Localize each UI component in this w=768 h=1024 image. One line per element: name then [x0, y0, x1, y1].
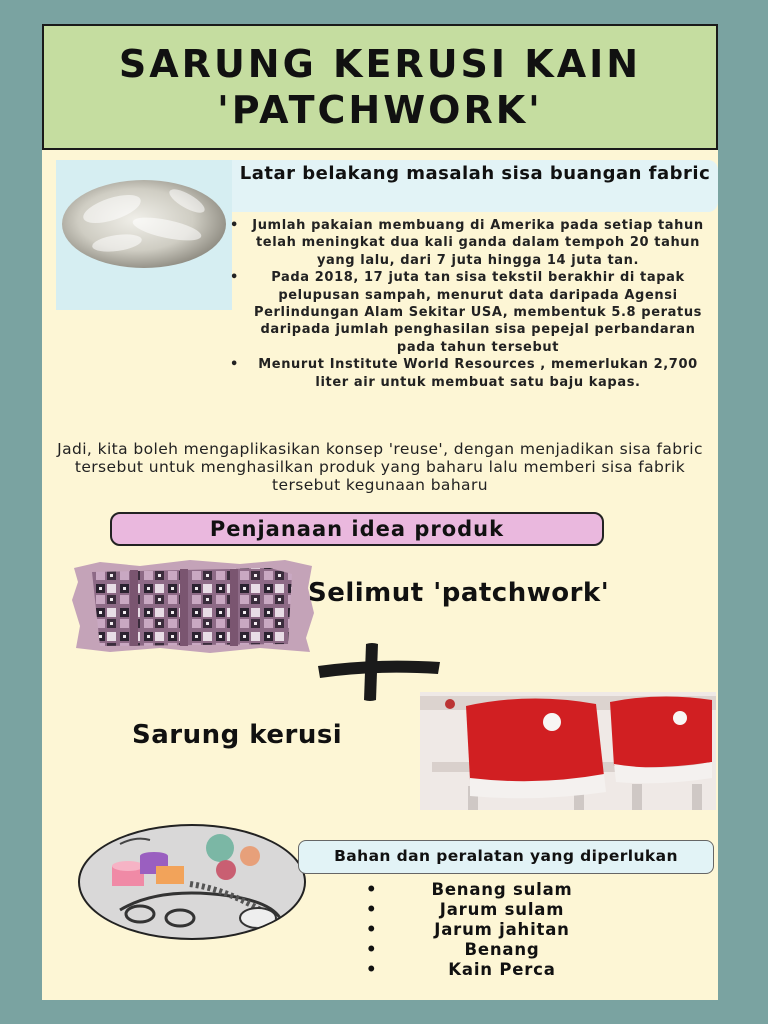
material-item: • Jarum sulam	[352, 900, 622, 920]
idea-heading: Penjanaan idea produk	[110, 512, 604, 546]
background-bullet-list	[222, 217, 712, 391]
background-bullet: • Pada 2018, 17 juta tan sisa tekstil berakhir di tapak pelupusan sampah, menurut data daripada Agensi Perlindungan Alam Sekitar USA, membentuk 5.8 peratus daripada jumlah penghasilan sisa pepejal perbandaran pada tahun tersebut	[222, 269, 712, 356]
patchwork-blanket-image	[70, 558, 316, 654]
title-line-2: 'PATCHWORK'	[217, 88, 543, 132]
materials-heading: Bahan dan peralatan yang diperlukan	[298, 840, 714, 874]
chair-cover-image	[420, 692, 716, 810]
fabric-waste-image	[56, 160, 232, 310]
sewing-materials-image	[78, 824, 306, 940]
background-bullet: • Jumlah pakaian membuang di Amerika pada setiap tahun telah meningkat dua kali ganda dalam tempoh 20 tahun yang lalu, dari 7 juta hingga 14 juta tan.	[222, 217, 712, 269]
title-banner	[42, 24, 718, 150]
product-chair-cover-label: Sarung kerusi	[132, 720, 343, 750]
fabric-pile-photo	[62, 180, 226, 268]
materials-list	[352, 880, 622, 980]
background-bullet: • Menurut Institute World Resources , memerlukan 2,700 liter air untuk membuat satu baju kapas.	[222, 356, 712, 391]
material-item: • Benang	[352, 940, 622, 960]
conclusion-text: Jadi, kita boleh mengaplikasikan konsep 'reuse', dengan menjadikan sisa fabric tersebut untuk menghasilkan produk yang baharu lalu memberi sisa fabrik tersebut kegunaan baharu	[57, 440, 703, 494]
poster	[42, 24, 718, 1000]
product-blanket-label: Selimut 'patchwork'	[308, 578, 610, 608]
material-item: • Jarum jahitan	[352, 920, 622, 940]
title-line-1: SARUNG KERUSI KAIN	[118, 42, 642, 86]
material-item: • Benang sulam	[352, 880, 622, 900]
material-item: • Kain Perca	[352, 960, 622, 980]
background-heading: Latar belakang masalah sisa buangan fabric	[232, 160, 718, 212]
